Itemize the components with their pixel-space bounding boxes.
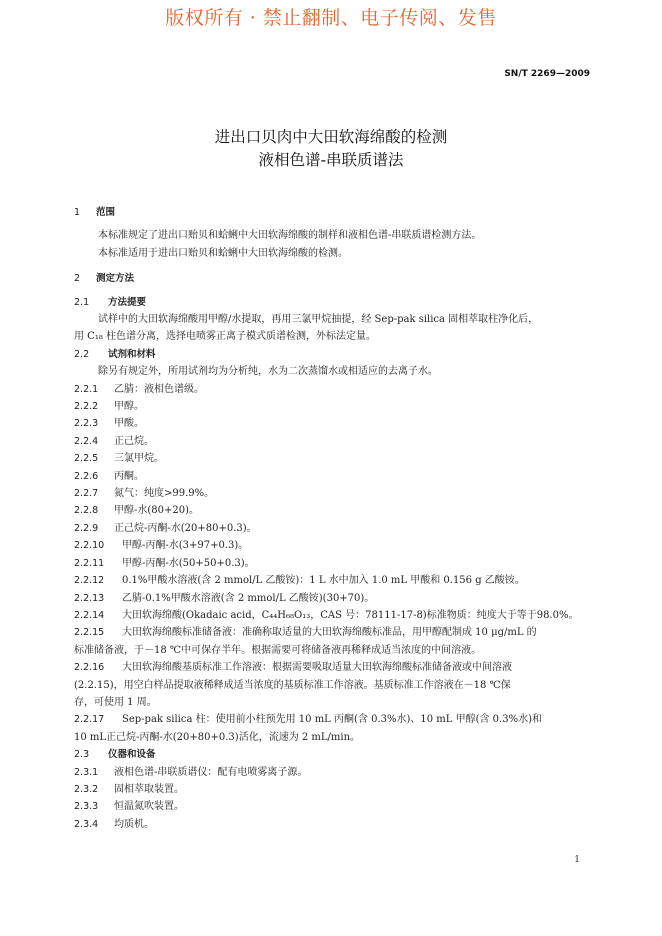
list-item-continuation: 存，可使用 1 周。 (74, 696, 157, 708)
list-item: 2.2.12 0.1%甲酸水溶液(含 2 mmol/L 乙酸铵)：1 L 水中加入 1.0 mL 甲酸和 0.156 g 乙酸铵。 (74, 575, 525, 587)
list-item: 2.3.3 恒温氮吹装置。 (74, 801, 184, 813)
list-item: 2.2.9 正己烷-丙酮-水(20+80+0.3)。 (74, 522, 257, 534)
title-line-1: 进出口贝肉中大田软海绵酸的检测 (214, 128, 448, 146)
title-line-2: 液相色谱-串联质谱法 (258, 151, 404, 169)
list-item: 2.2.5 三氯甲烷。 (74, 453, 164, 465)
section-number: 1 (74, 207, 81, 218)
subsection-number: 2.1 (74, 296, 90, 308)
list-item: 2.2.14 大田软海绵酸(Okadaic acid，C₄₄H₆₈O₁₃，CAS 号：78111-17-8)标准物质：纯度大于等于98.0%。 (74, 609, 579, 621)
subsection-title: 试剂和材料 (108, 348, 156, 360)
list-item: 2.2.7 氮气：纯度>99.9%。 (74, 488, 215, 500)
section-heading-2 (74, 270, 590, 287)
list-item: 2.2.15 大田软海绵酸标准储备液：准确称取适量的大田软海绵酸标准品，用甲醇配制成 10 μg/mL 的 (74, 627, 537, 639)
paragraph: 本标准规定了进出口贻贝和蛤蜊中大田软海绵酸的制样和液相色谱-串联质谱检测方法。 (98, 230, 482, 242)
list-item: 2.2.13 乙腈-0.1%甲酸水溶液(含 2 mmol/L 乙酸铵)(30+70)。 (74, 592, 375, 604)
list-item: 2.2.16 大田软海绵酸基质标准工作溶液：根据需要吸取适量大田软海绵酸标准储备液或中间溶液 (74, 662, 512, 674)
list-item: 2.2.6 丙酮。 (74, 470, 144, 482)
document-title (0, 126, 662, 172)
list-item: 2.2.17 Sep-pak silica 柱：使用前小柱预先用 10 mL 丙酮(含 0.3%水)、10 mL 甲醇(含 0.3%水)和 (74, 714, 542, 726)
list-item: 2.2.2 甲醇。 (74, 401, 144, 413)
paragraph: 除另有规定外，所用试剂均为分析纯，水为二次蒸馏水或相适应的去离子水。 (98, 366, 438, 378)
subsection-title: 方法提要 (108, 296, 147, 308)
list-item-continuation: 标准储备液，于－18 ℃中可保存半年。根据需要可将储备液再稀释成适当浓度的中间溶液。 (74, 644, 482, 656)
section-title: 范围 (96, 207, 116, 218)
page-number: 1 (574, 855, 580, 865)
subsection-heading (74, 746, 590, 763)
subsection-title: 仪器和设备 (108, 749, 156, 761)
subsection-heading (74, 346, 590, 363)
subsection-number: 2.2 (74, 348, 90, 360)
section-number: 2 (74, 273, 81, 285)
list-item-continuation: (2.2.15)，用空白样品提取液稀释成适当浓度的基质标准工作溶液。基质标准工作溶液在－18 ℃保 (74, 679, 511, 691)
list-item: 2.2.1 乙腈：液相色谱级。 (74, 383, 204, 395)
paragraph-continuation: 用 C₁₈ 柱色谱分离，选择电喷雾正离子模式质谱检测，外标法定量。 (74, 331, 377, 343)
section-title: 测定方法 (96, 273, 135, 285)
subsection-number: 2.3 (74, 749, 90, 761)
list-item: 2.2.8 甲醇-水(80+20)。 (74, 505, 200, 517)
paragraph: 试样中的大田软海绵酸用甲醇/水提取，再用三氯甲烷抽提，经 Sep-pak silica 固相萃取柱净化后， (98, 314, 539, 325)
paragraph: 本标准适用于进出口贻贝和蛤蜊中大田软海绵酸的检测。 (98, 247, 348, 259)
list-item: 2.2.11 甲醇-丙酮-水(50+50+0.3)。 (74, 557, 255, 569)
list-item: 2.3.4 均质机。 (74, 818, 154, 830)
list-item: 2.2.3 甲酸。 (74, 418, 144, 430)
list-item: 2.3.2 固相萃取装置。 (74, 783, 184, 795)
list-item: 2.3.1 液相色谱-串联质谱仪：配有电喷雾离子源。 (74, 766, 308, 778)
standard-number: SN/T 2269—2009 (504, 69, 590, 79)
section-heading-1 (74, 204, 590, 221)
document-body (74, 204, 590, 833)
list-item-continuation: 10 mL正己烷-丙酮-水(20+80+0.3)活化，流速为 2 mL/min。 (74, 731, 361, 743)
copyright-banner: 版权所有 · 禁止翻制、电子传阅、发售 (165, 7, 497, 29)
list-item: 2.2.4 正己烷。 (74, 435, 154, 447)
list-item: 2.2.10 甲醇-丙酮-水(3+97+0.3)。 (74, 540, 249, 552)
subsection-heading (74, 294, 590, 311)
